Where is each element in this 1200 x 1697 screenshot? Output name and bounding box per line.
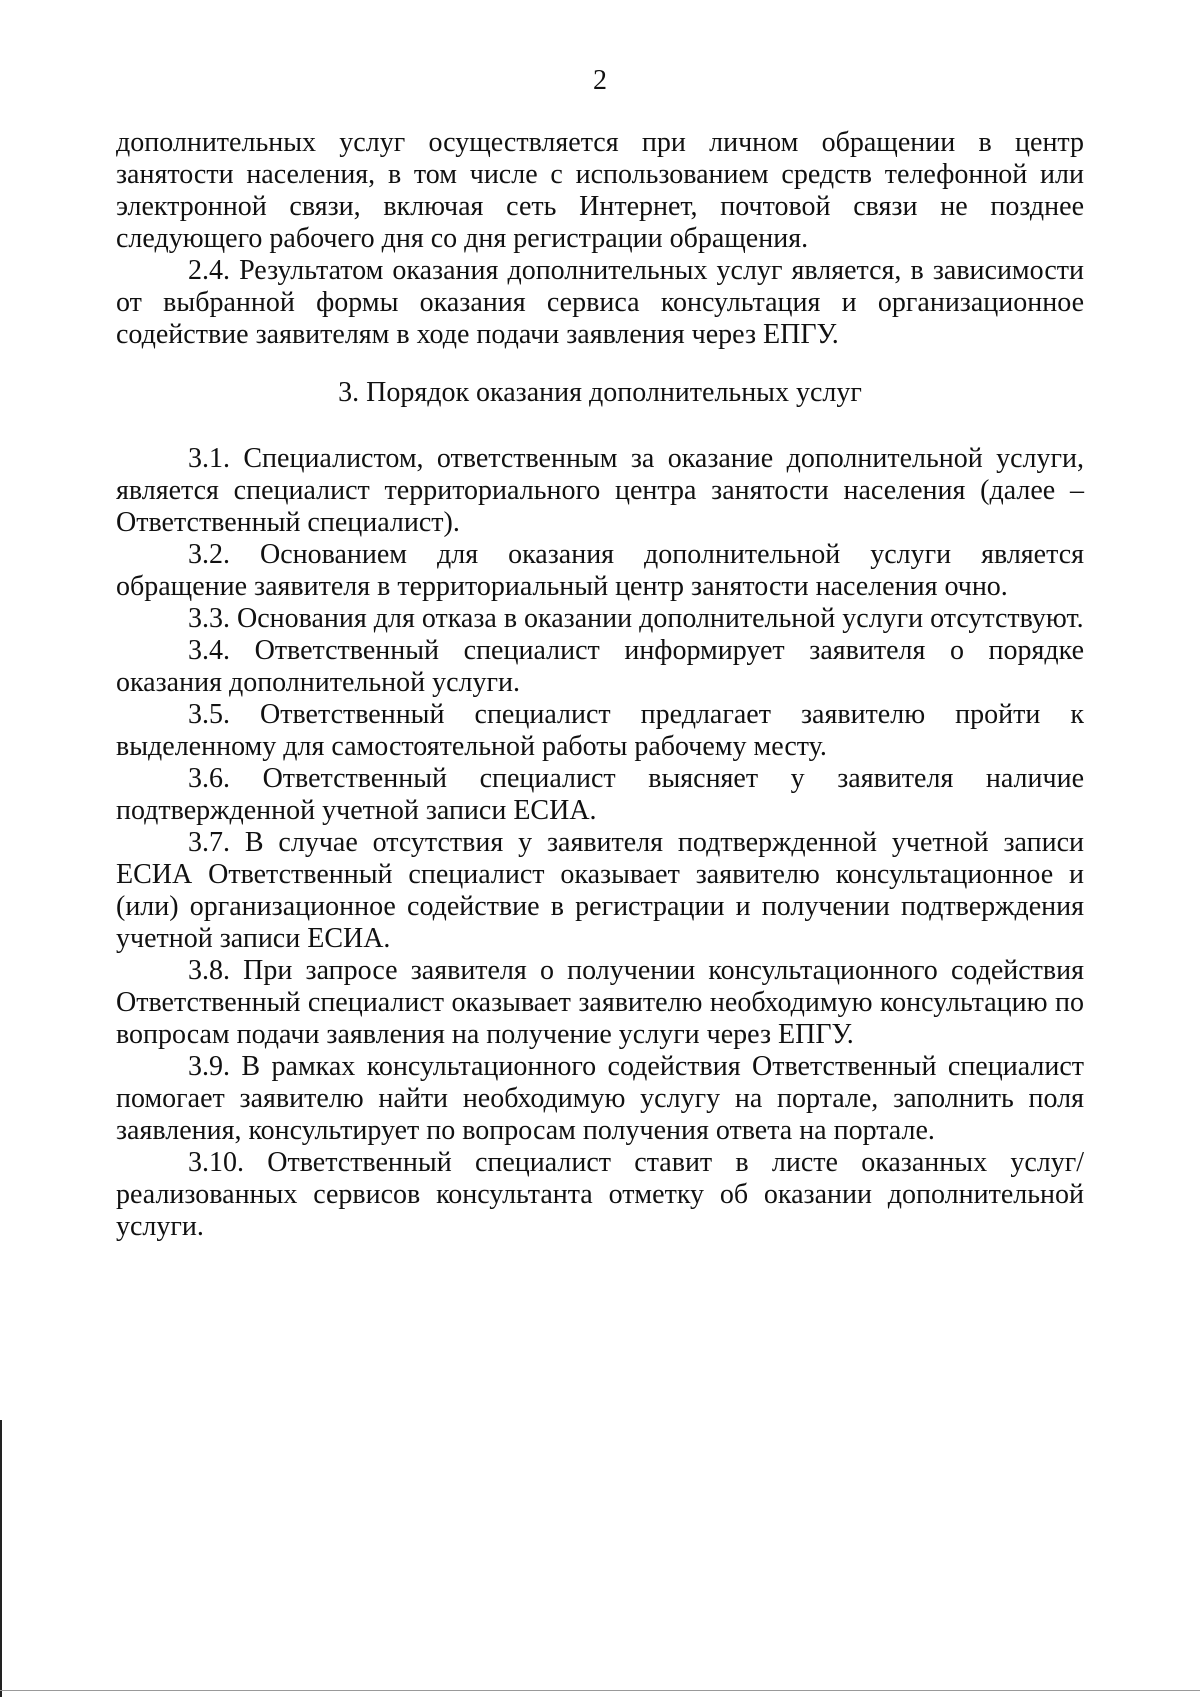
paragraph-continuation: дополнительных услуг осуществляется при личном обращении в центр занятости населения, в том числе с использованием средств телефонной или электронной связи, включая сеть Интернет, почтовой связи не позднее следующего рабочего дня со дня регистрации обращения. xyxy=(116,127,1084,254)
document-body xyxy=(116,127,1084,1243)
scan-bottom-line xyxy=(0,1690,1200,1691)
paragraph-3-10: 3.10. Ответственный специалист ставит в листе оказанных услуг/ реализованных сервисов консультанта отметку об оказании дополнительной услуги. xyxy=(116,1147,1084,1242)
paragraph-3-1: 3.1. Специалистом, ответственным за оказание дополнительной услуги, является специалист территориального центра занятости населения (далее – Ответственный специалист). xyxy=(116,443,1084,538)
paragraph-3-5: 3.5. Ответственный специалист предлагает заявителю пройти к выделенному для самостоятельной работы рабочему месту. xyxy=(116,699,1084,762)
section-heading: 3. Порядок оказания дополнительных услуг xyxy=(338,377,862,408)
paragraph-3-9: 3.9. В рамках консультационного содействия Ответственный специалист помогает заявителю найти необходимую услугу на портале, заполнить поля заявления, консультирует по вопросам получения ответа на портале. xyxy=(116,1051,1084,1146)
paragraph-2-4: 2.4. Результатом оказания дополнительных услуг является, в зависимости от выбранной формы оказания сервиса консультация и организационное содействие заявителям в ходе подачи заявления через ЕПГУ. xyxy=(116,255,1084,350)
page-number: 2 xyxy=(593,65,607,96)
paragraph-3-6: 3.6. Ответственный специалист выясняет у заявителя наличие подтвержденной учетной записи ЕСИА. xyxy=(116,763,1084,826)
scan-edge-mark xyxy=(0,1420,2,1697)
paragraph-3-7: 3.7. В случае отсутствия у заявителя подтвержденной учетной записи ЕСИА Ответственный специалист оказывает заявителю консультационное и (или) организационное содействие в регистрации и получении подтверждения учетной записи ЕСИА. xyxy=(116,827,1084,954)
paragraph-3-8: 3.8. При запросе заявителя о получении консультационного содействия Ответственный специалист оказывает заявителю необходимую консультацию по вопросам подачи заявления на получение услуги через ЕПГУ. xyxy=(116,955,1084,1050)
paragraph-3-4: 3.4. Ответственный специалист информирует заявителя о порядке оказания дополнительной услуги. xyxy=(116,635,1084,698)
paragraph-3-3: 3.3. Основания для отказа в оказании дополнительной услуги отсутствуют. xyxy=(188,603,1084,634)
paragraph-3-2: 3.2. Основанием для оказания дополнительной услуги является обращение заявителя в территориальный центр занятости населения очно. xyxy=(116,539,1084,602)
